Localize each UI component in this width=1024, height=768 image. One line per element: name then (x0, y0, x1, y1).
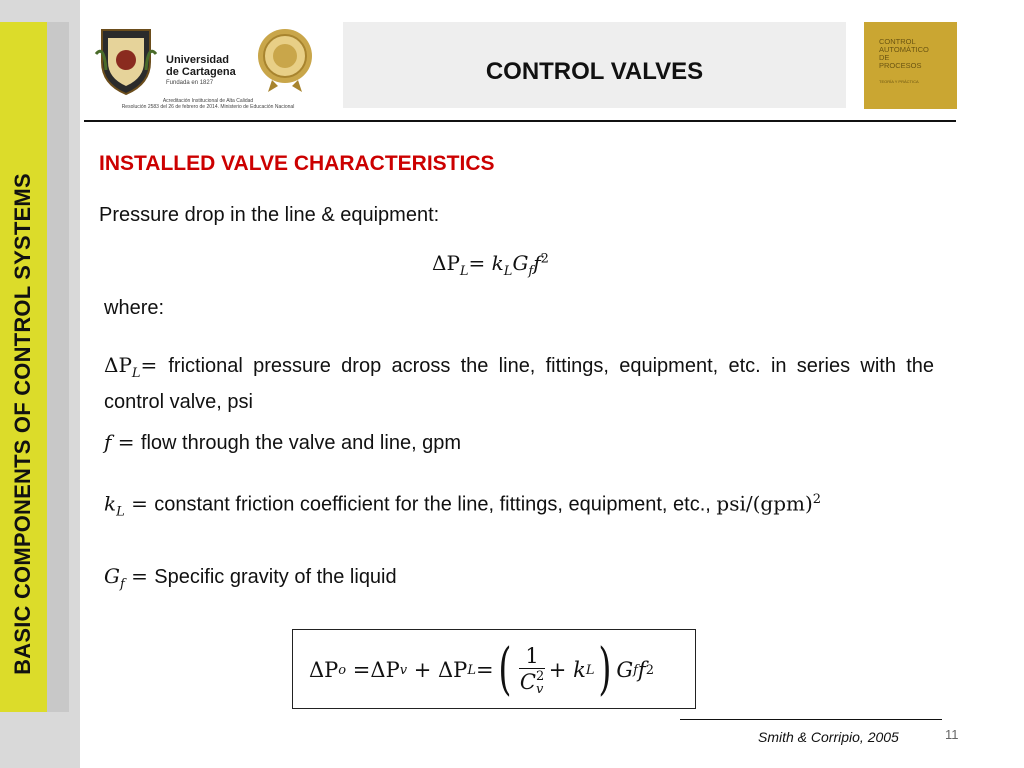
left-paren: ( (497, 637, 512, 702)
equation-line-pressure-drop: $\Delta P_L= k_LG_ff^2$ (432, 251, 549, 279)
book-title (879, 38, 929, 70)
beq-f-exp: 2 (645, 662, 654, 678)
university-name (166, 54, 236, 78)
beq-lhs-sub: o (338, 662, 347, 678)
def-symbol: f (104, 430, 112, 454)
beq-k: k (573, 658, 586, 682)
intro-text: Pressure drop in the line & equipment: (99, 204, 440, 226)
header-divider (84, 120, 956, 122)
where-label: where: (104, 297, 165, 319)
side-band-shadow (47, 22, 69, 712)
book-cover (864, 22, 957, 109)
beq-lhs: ΔP (309, 658, 339, 682)
beq-g: G (616, 658, 634, 682)
page-number: 11 (945, 727, 959, 742)
def-symbol-sub: L (116, 504, 125, 520)
def-symbol-sub: L (131, 366, 141, 381)
eq1-f: f (533, 251, 541, 275)
beq-f: f (637, 658, 646, 682)
accreditation-line1: Acreditación Institucional de Alta Calidad (162, 98, 254, 104)
definition-kl: $k_L$ = constant friction coefficient for the line, fittings, equipment, etc., psi/(gpm)$^2$ (104, 491, 822, 520)
university-name-line1: Universidad (166, 54, 229, 66)
def-symbol: k (104, 491, 117, 516)
def-unit-exp: 2 (812, 492, 822, 507)
frac-den-sup: 2 (536, 669, 545, 685)
right-paren: ) (598, 637, 612, 702)
fraction (519, 644, 544, 696)
definition-delta-pl: $\Delta P_L=$ frictional pressure drop across the line, fittings, equipment, etc. in series with the control valve, psi (104, 353, 934, 413)
slide-title: CONTROL VALVES (485, 58, 704, 85)
eq1-lhs-sub: L (459, 264, 469, 279)
eq1-lhs: ΔP (432, 251, 460, 275)
university-shield-icon (94, 24, 158, 96)
beq-term2: ΔP (438, 658, 468, 682)
def-symbol: ΔP (104, 353, 132, 377)
book-title-line: CONTROL (879, 37, 916, 46)
def-text: constant friction coefficient for the line, fittings, equipment, etc., (154, 493, 717, 516)
section-title: INSTALLED VALVE CHARACTERISTICS (99, 152, 495, 175)
title-box (343, 22, 846, 108)
definition-f: f = flow through the valve and line, gpm (104, 430, 462, 454)
university-founded: Fundada en 1827 (166, 80, 214, 86)
book-subtitle: TEORÍA Y PRÁCTICA (879, 79, 919, 84)
frac-den-sub: v (536, 682, 544, 698)
beq-term1: ΔP (370, 658, 400, 682)
definition-gf: $G_f$ = Specific gravity of the liquid (104, 564, 397, 592)
book-title-line: PROCESOS (879, 61, 922, 70)
university-name-line2: de Cartagena (166, 66, 236, 78)
def-symbol: G (104, 564, 120, 588)
eq1-g-sub: f (528, 264, 534, 279)
eq1-k: k (491, 251, 504, 275)
quality-seal-icon (254, 24, 316, 94)
accreditation-line2: Resolución 2583 del 26 de febrero de 2014. Ministerio de Educación Nacional (121, 104, 295, 110)
eq1-exp: 2 (540, 251, 549, 267)
university-logo (92, 20, 322, 112)
frac-denominator: C (519, 669, 536, 694)
def-text: Specific gravity of the liquid (154, 566, 397, 588)
book-title-line: DE (879, 53, 890, 62)
eq1-k-sub: L (503, 264, 513, 279)
side-title: BASIC COMPONENTS OF CONTROL SYSTEMS (10, 173, 35, 675)
beq-k-sub: L (585, 662, 595, 678)
beq-term1-sub: v (399, 662, 408, 678)
def-unit: psi/(gpm) (716, 491, 813, 516)
frac-numerator: 1 (519, 644, 544, 669)
accreditation-note (98, 98, 318, 110)
side-band (0, 0, 80, 768)
beq-term2-sub: L (467, 662, 476, 678)
reference-divider (680, 719, 942, 720)
def-text: frictional pressure drop across the line, fittings, equipment, etc. in series with the control valve, psi (104, 355, 934, 413)
beq-g-sub: f (633, 662, 638, 678)
reference-citation: Smith & Corripio, 2005 (758, 729, 899, 745)
boxed-equation: ΔP o = ΔP v + ΔP L = ( 1 C 2 v + k L ) G f f 2 (292, 629, 696, 709)
def-symbol-sub: f (119, 577, 125, 592)
eq1-g: G (512, 251, 529, 275)
def-text: flow through the valve and line, gpm (140, 432, 462, 454)
book-title-line: AUTOMÁTICO (879, 45, 929, 54)
